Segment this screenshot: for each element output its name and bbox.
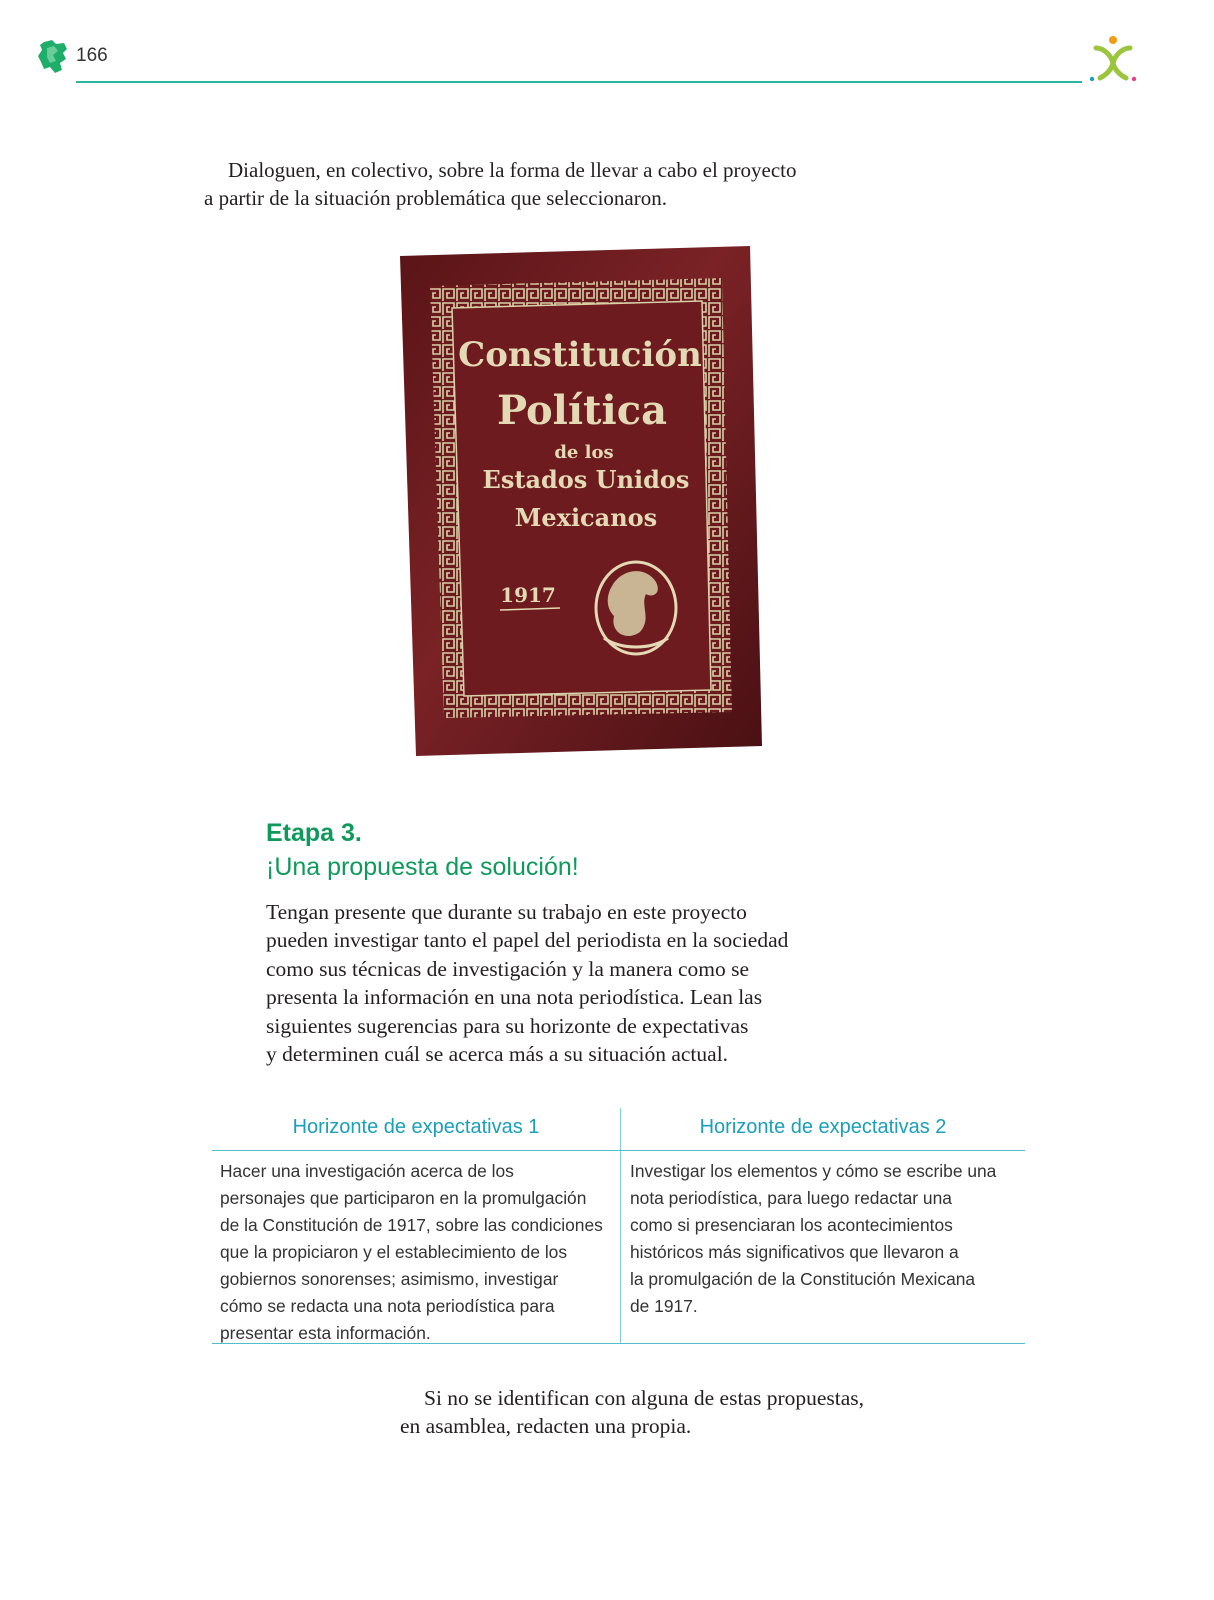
book-title-line: Mexicanos (514, 503, 658, 532)
cell-line: nota periodística, para luego redactar una (630, 1188, 952, 1208)
stage-heading (266, 816, 579, 884)
cell-line: cómo se redacta una nota periodística para (220, 1296, 555, 1316)
cell-line: presentar esta información. (220, 1323, 431, 1343)
sonora-map-icon (38, 40, 68, 74)
cell-line: que la propiciaron y el establecimiento de los (220, 1242, 568, 1262)
book-title-line: Política (496, 387, 668, 434)
body-line: siguientes sugerencias para su horizonte de expectativas (266, 1013, 749, 1038)
cell-line: históricos más significativos que llevaron a (630, 1242, 959, 1262)
intro-line: a partir de la situación problemática que seleccionaron. (204, 186, 667, 210)
table-cell (630, 1158, 1022, 1320)
cell-line: de la Constitución de 1917, sobre las condiciones (220, 1215, 603, 1235)
table-column-divider (620, 1108, 621, 1344)
book-year: 1917 (500, 583, 556, 607)
header-rule (76, 81, 1082, 83)
table-header-rule (212, 1150, 1025, 1151)
book-title-line: de los (554, 442, 614, 463)
body-paragraph (266, 898, 846, 1068)
stage-title: Etapa 3. (266, 819, 362, 847)
table-cell (220, 1158, 612, 1347)
page-number: 166 (76, 45, 108, 66)
cell-line: como si presenciaran los acontecimientos (630, 1215, 953, 1235)
cell-line: gobiernos sonorenses; asimismo, investigar (220, 1269, 559, 1289)
body-line: pueden investigar tanto el papel del periodista en la sociedad (266, 928, 789, 953)
cell-line: la promulgación de la Constitución Mexicana (630, 1269, 976, 1289)
expectations-table (212, 1108, 1025, 1344)
body-line: como sus técnicas de investigación y la manera como se (266, 956, 749, 981)
table-header: Horizonte de expectativas 2 (699, 1116, 947, 1138)
book-title-line: Estados Unidos (482, 465, 690, 494)
sep-logo-icon (1088, 34, 1140, 86)
intro-line: Dialoguen, en colectivo, sobre la forma de llevar a cabo el proyecto (228, 158, 797, 182)
intro-paragraph (204, 156, 904, 212)
cell-line: Hacer una investigación acerca de los (220, 1161, 514, 1181)
book-title-line: Constitución (458, 335, 702, 375)
cell-line: de 1917. (630, 1296, 698, 1316)
stage-subtitle: ¡Una propuesta de solución! (266, 853, 579, 881)
table-header: Horizonte de expectativas 1 (292, 1116, 540, 1138)
constitution-book-image (400, 246, 762, 756)
closing-paragraph (400, 1384, 960, 1440)
body-line: y determinen cuál se acerca más a su situación actual. (266, 1042, 729, 1067)
body-line: Tengan presente que durante su trabajo en este proyecto (266, 900, 747, 924)
body-line: presenta la información en una nota periodística. Lean las (266, 985, 763, 1010)
cell-line: personajes que participaron en la promulgación (220, 1188, 587, 1208)
cell-line: Investigar los elementos y cómo se escribe una (630, 1161, 997, 1181)
closing-line: Si no se identifican con alguna de estas propuestas, (424, 1386, 865, 1410)
closing-line: en asamblea, redacten una propia. (400, 1414, 692, 1438)
